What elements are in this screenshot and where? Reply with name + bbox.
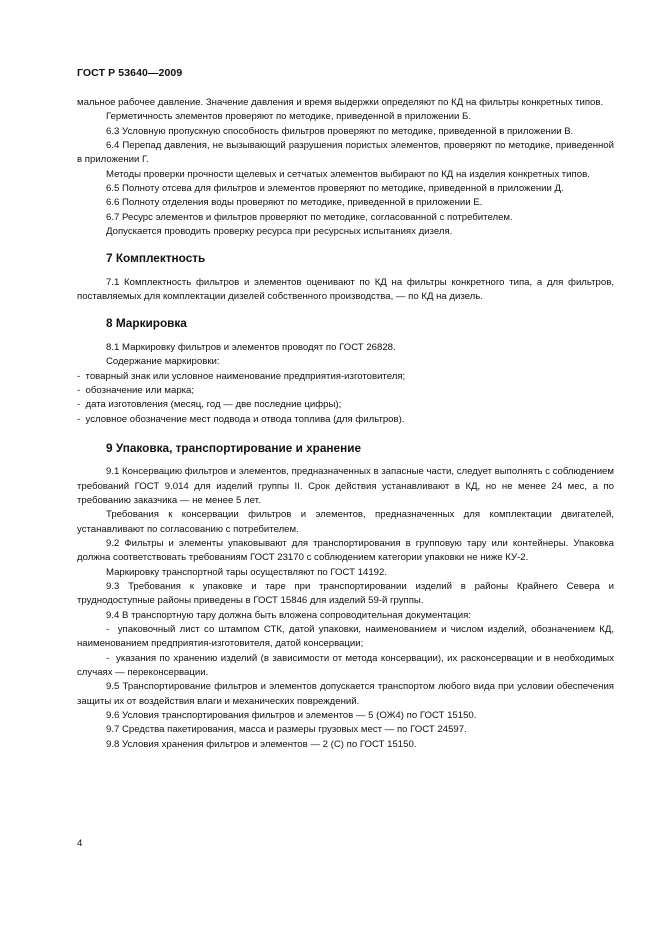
paragraph: 9.2 Фильтры и элементы упаковывают для транспортирования в групповую тару или контейнеры. Упаковка должна соответствовать требованиям ГОСТ 23170 с соблюдением категории упаковки не ниже КУ-2. bbox=[77, 537, 614, 564]
document-header: ГОСТ Р 53640—2009 bbox=[77, 67, 183, 79]
paragraph: 7.1 Комплектность фильтров и элементов оценивают по КД на фильтры конкретного типа, а для фильтров, поставляемых для комплектации дизелей собственного производства, — по КД на дизель. bbox=[77, 276, 614, 303]
paragraph: 9.4 В транспортную тару должна быть вложена сопроводительная документация: bbox=[106, 609, 471, 621]
list-item: - условное обозначение мест подвода и отвода топлива (для фильтров). bbox=[77, 413, 614, 427]
paragraph: 9.7 Средства пакетирования, масса и размеры грузовых мест — по ГОСТ 24597. bbox=[106, 724, 467, 736]
paragraph: 9.6 Условия транспортирования фильтров и элементов — 5 (ОЖ4) по ГОСТ 15150. bbox=[106, 710, 477, 722]
paragraph: 6.7 Ресурс элементов и фильтров проверяют по методике, согласованной с потребителем. bbox=[106, 211, 513, 223]
paragraph: 9.8 Условия хранения фильтров и элементов — 2 (С) по ГОСТ 15150. bbox=[106, 738, 417, 750]
document-body bbox=[77, 96, 614, 752]
paragraph: Требования к консервации фильтров и элементов, предназначенных для комплектации двигателей, устанавливают по согласованию с потребителем. bbox=[77, 509, 614, 535]
list-item: - товарный знак или условное наименование предприятия-изготовителя; bbox=[77, 370, 614, 384]
paragraph: Методы проверки прочности щелевых и сетчатых элементов выбирают по КД на изделия конкретных типов. bbox=[106, 168, 590, 180]
paragraph: 6.3 Условную пропускную способность фильтров проверяют по методике, приведенной в приложении В. bbox=[106, 125, 574, 137]
section-heading-7: 7 Комплектность bbox=[106, 251, 206, 266]
paragraph: мальное рабочее давление. Значение давления и время выдержки определяют по КД на фильтры конкретных типов. bbox=[77, 97, 604, 108]
section-heading-8: 8 Маркировка bbox=[106, 316, 187, 331]
paragraph: 9.1 Консервацию фильтров и элементов, предназначенных в запасные части, следует выполнять с соблюдением требований ГОСТ 9.014 для изделий группы II. Срок действия устанавливают в КД, но не менее 24 мес, а по требованию заказчика — не менее 5 лет. bbox=[77, 466, 614, 506]
paragraph: Герметичность элементов проверяют по методике, приведенной в приложении Б. bbox=[106, 111, 471, 123]
paragraph: Допускается проводить проверку ресурса при ресурсных испытаниях дизеля. bbox=[106, 226, 453, 238]
list-item: - упаковочный лист со штампом СТК, датой упаковки, наименованием и числом изделий, обозначением КД, наименованием предприятия-изготовителя, датой консервации; bbox=[77, 623, 614, 652]
paragraph: 8.1 Маркировку фильтров и элементов проводят по ГОСТ 26828. bbox=[106, 341, 396, 353]
paragraph: 6.6 Полноту отделения воды проверяют по методике, приведенной в приложении Е. bbox=[106, 197, 483, 209]
paragraph: Маркировку транспортной тары осуществляют по ГОСТ 14192. bbox=[106, 566, 387, 578]
paragraph: 9.3 Требования к упаковке и таре при транспортировании изделий в районы Крайнего Севера и труднодоступные районы приведены в ГОСТ 15846 для изделий 59-й группы. bbox=[77, 580, 614, 607]
paragraph: 6.5 Полноту отсева для фильтров и элементов проверяют по методике, приведенной в приложении Д. bbox=[106, 183, 564, 195]
paragraph: Содержание маркировки: bbox=[106, 356, 220, 368]
page-number: 4 bbox=[77, 838, 83, 849]
list-item: - указания по хранению изделий (в зависимости от метода консервации), их расконсервации и в необходимых случаях — переконсервации. bbox=[77, 652, 614, 681]
paragraph: 6.4 Перепад давления, не вызывающий разрушения пористых элементов, проверяют по методике, приведенной в приложении Г. bbox=[77, 140, 614, 166]
section-heading-9: 9 Упаковка, транспортирование и хранение bbox=[106, 440, 362, 455]
list-item: - дата изготовления (месяц, год — две последние цифры); bbox=[77, 398, 614, 412]
list-item: - обозначение или марка; bbox=[77, 384, 614, 398]
paragraph: 9.5 Транспортирование фильтров и элементов допускается транспортом любого вида при условии обеспечения защиты их от воздействия влаги и механических повреждений. bbox=[77, 681, 614, 707]
